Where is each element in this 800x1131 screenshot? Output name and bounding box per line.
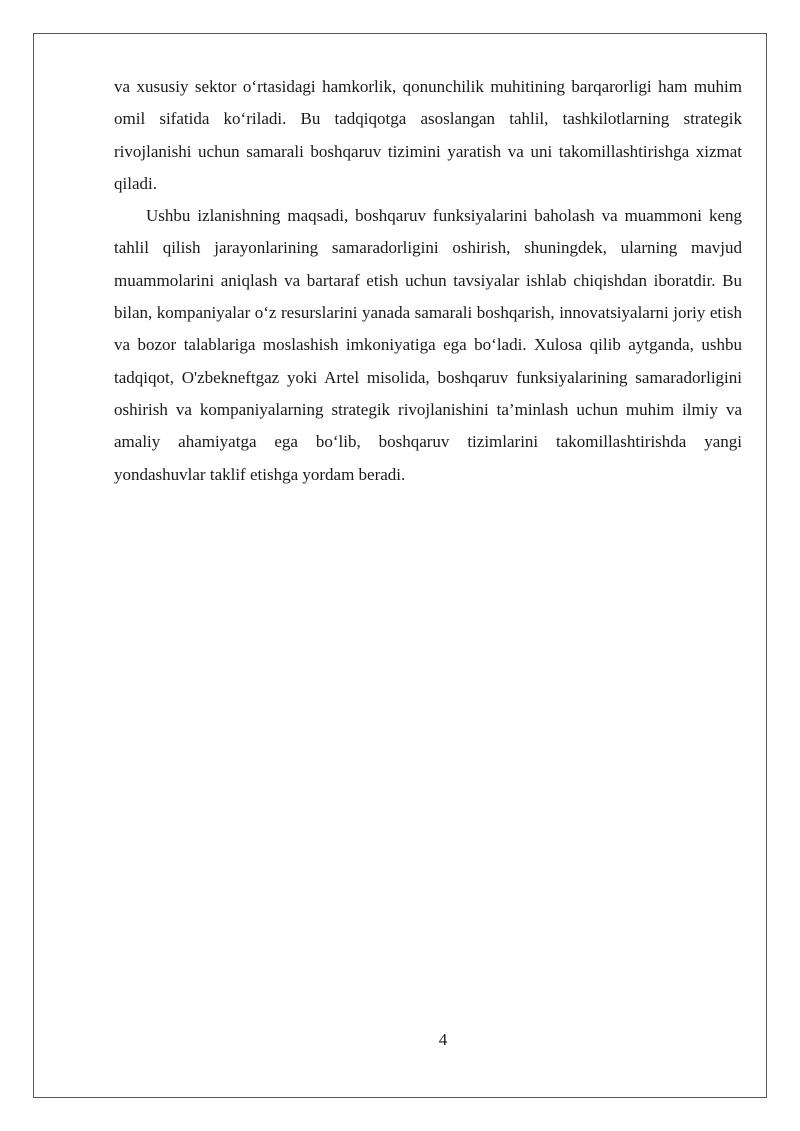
paragraph-continuation: va xususiy sektor o‘rtasidagi hamkorlik, qonunchilik muhitining barqarorligi ham muhim omil sifatida ko‘riladi. Bu tadqiqotga asoslangan tahlil, tashkilotlarning strategik rivojlanishi uchun samarali boshqaruv tizimini yaratish va uni takomillashtirishga xizmat qiladi. [114,77,742,193]
page-number: 4 [438,1030,448,1049]
paragraph-purpose: Ushbu izlanishning maqsadi, boshqaruv funksiyalarini baholash va muammoni keng tahlil qilish jarayonlarining samaradorligini oshirish, shuningdek, ularning mavjud muammolarini aniqlash va bartaraf etish uchun tavsiyalar ishlab chiqishdan iboratdir. Bu bilan, kompaniyalar o‘z resurslarini yanada samarali boshqarish, innovatsiyalarni joriy etish va bozor talablariga moslashish imkoniyatiga ega bo‘ladi. Xulosa qilib aytganda, ushbu tadqiqot, O'zbekneftgaz yoki Artel misolida, boshqaruv funksiyalarining samaradorligini oshirish va kompaniyalarning strategik rivojlanishini ta’minlash uchun muhim ilmiy va amaliy ahamiyatga ega bo‘lib, boshqaruv tizimlarini takomillashtirishda yangi yondashuvlar taklif etishga yordam beradi. [114,206,742,484]
document-body [114,71,742,491]
